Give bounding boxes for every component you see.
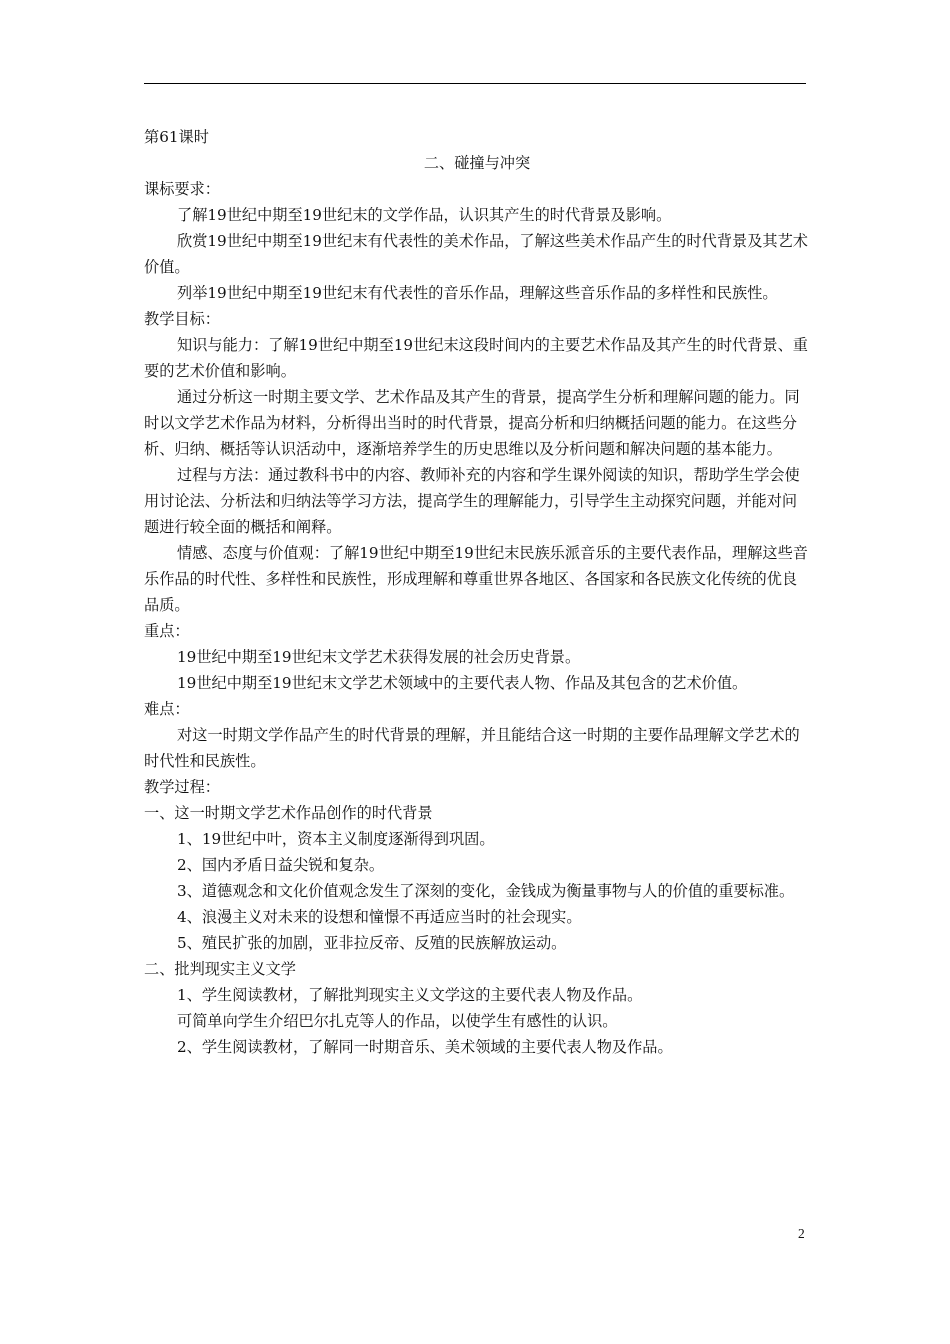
part1-item: 4、浪漫主义对未来的设想和憧憬不再适应当时的社会现实。 (177, 908, 582, 926)
curriculum-item: 了解19世纪中期至19世纪末的文学作品，认识其产生的时代背景及影响。 (177, 206, 672, 224)
document-body (144, 124, 810, 1060)
objectives-heading: 教学目标： (144, 310, 220, 328)
objective-paragraph: 通过分析这一时期主要文学、艺术作品及其产生的背景，提高学生分析和理解问题的能力。同时以文学艺术作品为材料，分析得出当时的时代背景，提高分析和归纳概括问题的能力。在这些分析、归纳、概括等认识活动中，逐渐培养学生的历史思维以及分析问题和解决问题的基本能力。 (144, 388, 800, 458)
process-heading: 教学过程： (144, 778, 220, 796)
key-point: 19世纪中期至19世纪末文学艺术获得发展的社会历史背景。 (177, 648, 581, 666)
lesson-number: 第61课时 (144, 128, 209, 146)
part1-item: 3、道德观念和文化价值观念发生了深刻的变化，金钱成为衡量事物与人的价值的重要标准。 (177, 882, 795, 900)
curriculum-item: 欣赏19世纪中期至19世纪末有代表性的美术作品，了解这些美术作品产生的时代背景及其艺术价值。 (144, 232, 808, 276)
part2-item: 1、学生阅读教材，了解批判现实主义文学这的主要代表人物及作品。 (177, 986, 643, 1004)
page-number: 2 (798, 1226, 805, 1241)
part1-item: 5、殖民扩张的加剧，亚非拉反帝、反殖的民族解放运动。 (177, 934, 567, 952)
part2-heading: 二、批判现实主义文学 (144, 960, 296, 978)
part2-item: 可简单向学生介绍巴尔扎克等人的作品，以使学生有感性的认识。 (177, 1012, 618, 1030)
difficulty: 对这一时期文学作品产生的时代背景的理解，并且能结合这一时期的主要作品理解文学艺术的时代性和民族性。 (144, 726, 800, 770)
document-title: 二、碰撞与冲突 (423, 154, 531, 172)
part1-heading: 一、这一时期文学艺术作品创作的时代背景 (144, 804, 433, 822)
curriculum-item: 列举19世纪中期至19世纪末有代表性的音乐作品，理解这些音乐作品的多样性和民族性。 (177, 284, 778, 302)
objective-paragraph: 情感、态度与价值观：了解19世纪中期至19世纪末民族乐派音乐的主要代表作品，理解这些音乐作品的时代性、多样性和民族性，形成理解和尊重世界各地区、各国家和各民族文化传统的优良品质。 (144, 544, 808, 614)
part1-item: 1、19世纪中叶，资本主义制度逐渐得到巩固。 (177, 830, 495, 848)
key-points-heading: 重点： (144, 622, 190, 640)
key-point: 19世纪中期至19世纪末文学艺术领域中的主要代表人物、作品及其包含的艺术价值。 (177, 674, 748, 692)
difficulties-heading: 难点： (144, 700, 190, 718)
part2-item: 2、学生阅读教材，了解同一时期音乐、美术领域的主要代表人物及作品。 (177, 1038, 673, 1056)
objective-paragraph: 过程与方法：通过教科书中的内容、教师补充的内容和学生课外阅读的知识，帮助学生学会使用讨论法、分析法和归纳法等学习方法，提高学生的理解能力，引导学生主动探究问题，并能对问题进行较全面的概括和阐释。 (144, 466, 800, 536)
part1-item: 2、国内矛盾日益尖锐和复杂。 (177, 856, 385, 874)
curriculum-heading: 课标要求： (144, 180, 220, 198)
objective-paragraph: 知识与能力：了解19世纪中期至19世纪末这段时间内的主要艺术作品及其产生的时代背景、重要的艺术价值和影响。 (144, 336, 808, 380)
header-rule (144, 83, 806, 84)
